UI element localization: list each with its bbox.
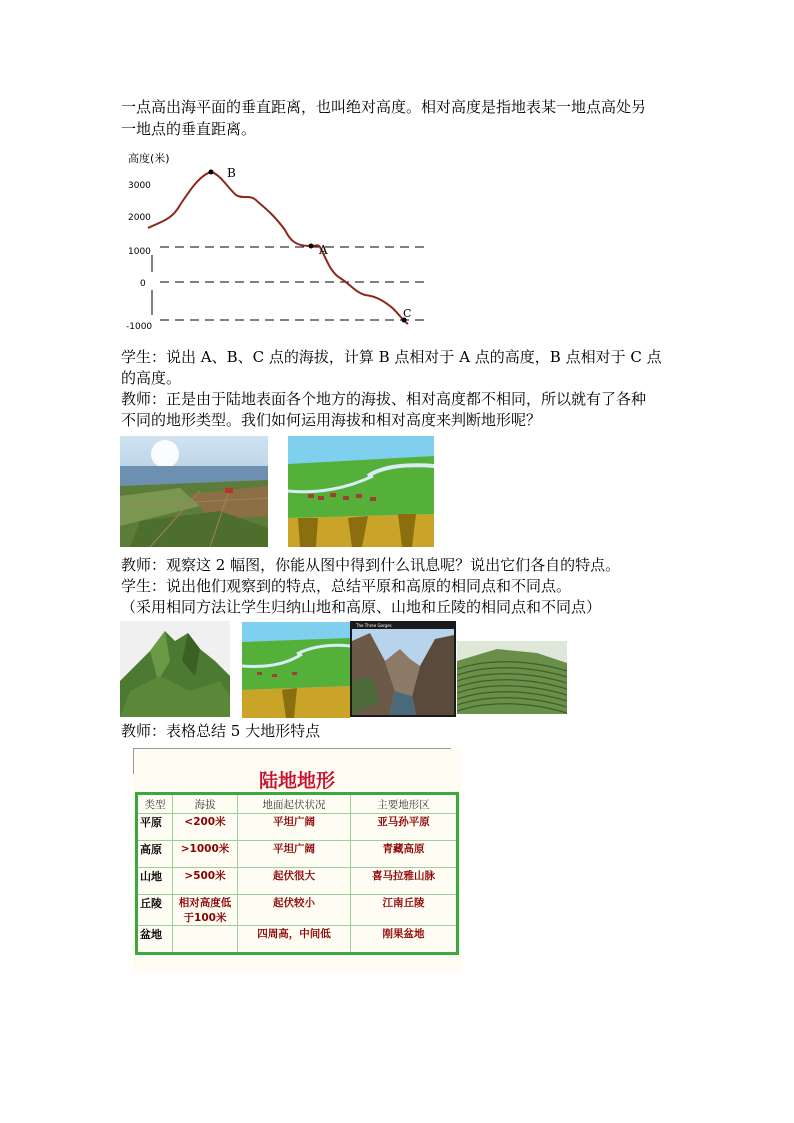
paragraph-line: 教师：正是由于陆地表面各个地方的海拔、相对高度都不相同，所以就有了各种 xyxy=(121,390,647,408)
column-header: 海拔 xyxy=(173,794,238,814)
terrain-summary-table-image xyxy=(133,748,461,972)
terrain-relief: 起伏很大 xyxy=(238,868,351,895)
paragraph-line: 学生：说出 A、B、C 点的海拔，计算 B 点相对于 A 点的高度，B 点相对于 C 点 xyxy=(121,348,662,366)
table-row xyxy=(137,814,458,841)
terrain-relief: 起伏较小 xyxy=(238,895,351,926)
terrain-type: 山地 xyxy=(137,868,173,895)
table-row xyxy=(137,926,458,954)
column-header: 主要地形区 xyxy=(351,794,458,814)
table-row xyxy=(137,841,458,868)
photo-caption: The Three Gorges xyxy=(356,623,392,628)
terraced-hills-photo xyxy=(457,641,567,714)
table-header-row xyxy=(137,794,458,814)
point-label-a: A xyxy=(319,243,328,257)
plateau-illustration-small xyxy=(242,622,350,718)
terrain-type: 丘陵 xyxy=(137,895,173,926)
terrain-relief: 平坦广阔 xyxy=(238,841,351,868)
paragraph-line: 学生：说出他们观察到的特点，总结平原和高原的相同点和不同点。 xyxy=(121,577,572,595)
terrain-type: 平原 xyxy=(137,814,173,841)
terrain-altitude: >1000米 xyxy=(173,841,238,868)
paragraph-line: 教师：观察这 2 幅图，你能从图中得到什么讯息呢？说出它们各自的特点。 xyxy=(121,556,621,574)
terrain-region: 亚马孙平原 xyxy=(351,814,458,841)
table-row xyxy=(137,868,458,895)
elevation-profile-diagram xyxy=(120,150,440,335)
plain-aerial-image xyxy=(120,436,268,547)
table-title: 陆地地形 xyxy=(258,770,335,792)
paragraph-line: 的高度。 xyxy=(121,369,182,387)
column-header: 地面起伏状况 xyxy=(238,794,351,814)
terrain-region: 青藏高原 xyxy=(351,841,458,868)
plateau-illustration xyxy=(288,436,434,547)
point-label-c: C xyxy=(403,307,412,320)
terrain-relief: 四周高，中间低 xyxy=(238,926,351,954)
terrain-altitude xyxy=(173,926,238,954)
tick-label: -1000 xyxy=(126,322,153,332)
terrain-table xyxy=(135,792,459,955)
tick-label: 1000 xyxy=(128,247,151,257)
mountain-model-image xyxy=(120,621,230,717)
terrain-region: 江南丘陵 xyxy=(351,895,458,926)
tick-label: 2000 xyxy=(128,213,151,223)
terrain-altitude: <200米 xyxy=(173,814,238,841)
terrain-region: 喜马拉雅山脉 xyxy=(351,868,458,895)
terrain-relief: 平坦广阔 xyxy=(238,814,351,841)
paragraph-line: （采用相同方法让学生归纳山地和高原、山地和丘陵的相同点和不同点） xyxy=(121,598,602,616)
terrain-type: 高原 xyxy=(137,841,173,868)
tick-label: 3000 xyxy=(128,181,151,191)
point-label-b: B xyxy=(227,166,236,180)
paragraph-line: 一点高出海平面的垂直距离，也叫绝对高度。相对高度是指地表某一地点高处另 xyxy=(121,98,647,116)
three-gorges-photo xyxy=(350,621,456,717)
terrain-altitude: 相对高度低于100米 xyxy=(173,895,238,926)
terrain-type: 盆地 xyxy=(137,926,173,954)
table-row xyxy=(137,895,458,926)
terrain-altitude: >500米 xyxy=(173,868,238,895)
paragraph-line: 不同的地形类型。我们如何运用海拔和相对高度来判断地形呢？ xyxy=(121,411,542,429)
paragraph-line: 一地点的垂直距离。 xyxy=(121,120,257,138)
y-axis-label: 高度(米) xyxy=(128,152,170,165)
tick-label: 0 xyxy=(140,279,146,289)
column-header: 类型 xyxy=(137,794,173,814)
terrain-region: 刚果盆地 xyxy=(351,926,458,954)
terrain-profile-line xyxy=(148,172,408,324)
paragraph-line: 教师：表格总结 5 大地形特点 xyxy=(121,722,321,740)
